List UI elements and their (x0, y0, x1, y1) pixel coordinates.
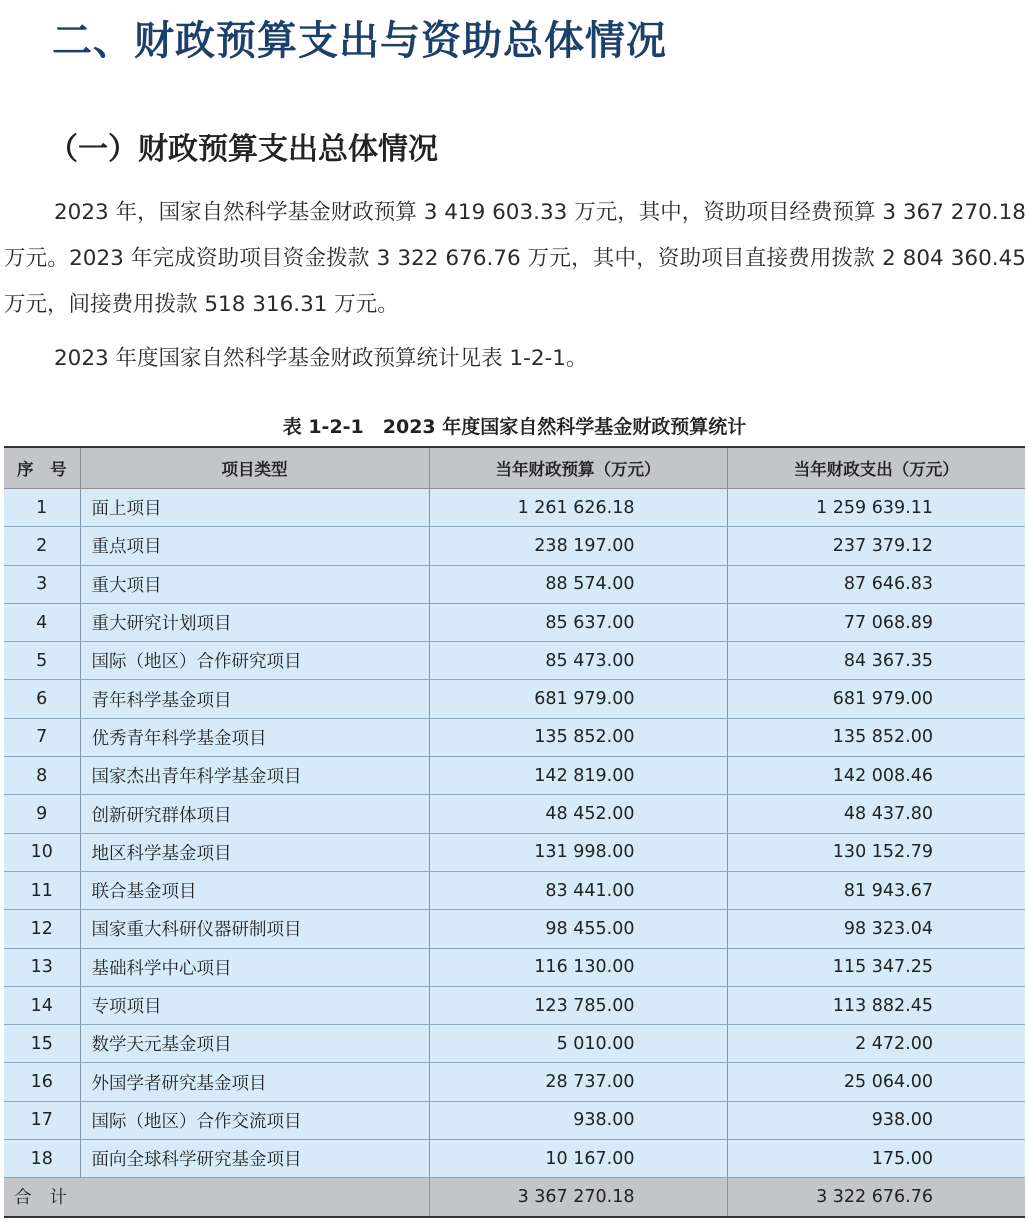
row-budget: 1 261 626.18 (429, 489, 727, 527)
row-budget: 938.00 (429, 1101, 727, 1139)
row-project-type: 重点项目 (80, 527, 429, 565)
row-budget: 85 637.00 (429, 603, 727, 641)
total-budget: 3 367 270.18 (429, 1178, 727, 1217)
row-expenditure: 115 347.25 (727, 948, 1025, 986)
table-row (4, 680, 1025, 718)
row-project-type: 基础科学中心项目 (80, 948, 429, 986)
table-row (4, 1025, 1025, 1063)
row-project-type: 青年科学基金项目 (80, 680, 429, 718)
row-budget: 238 197.00 (429, 527, 727, 565)
table-row (4, 986, 1025, 1024)
row-budget: 135 852.00 (429, 718, 727, 756)
row-budget: 48 452.00 (429, 795, 727, 833)
row-expenditure: 87 646.83 (727, 565, 1025, 603)
row-project-type: 国际（地区）合作交流项目 (80, 1101, 429, 1139)
row-index: 13 (4, 948, 80, 986)
row-project-type: 创新研究群体项目 (80, 795, 429, 833)
row-budget: 98 455.00 (429, 910, 727, 948)
row-budget: 123 785.00 (429, 986, 727, 1024)
row-budget: 28 737.00 (429, 1063, 727, 1101)
row-expenditure: 938.00 (727, 1101, 1025, 1139)
table-total-row (4, 1178, 1025, 1217)
header-expenditure: 当年财政支出（万元） (727, 447, 1025, 489)
row-index: 18 (4, 1140, 80, 1178)
row-budget: 10 167.00 (429, 1140, 727, 1178)
row-index: 14 (4, 986, 80, 1024)
table-body (4, 489, 1025, 1178)
row-expenditure: 77 068.89 (727, 603, 1025, 641)
row-project-type: 外国学者研究基金项目 (80, 1063, 429, 1101)
row-project-type: 面向全球科学研究基金项目 (80, 1140, 429, 1178)
row-budget: 85 473.00 (429, 642, 727, 680)
table-row (4, 565, 1025, 603)
row-budget: 142 819.00 (429, 757, 727, 795)
row-expenditure: 48 437.80 (727, 795, 1025, 833)
row-budget: 681 979.00 (429, 680, 727, 718)
table-row (4, 1101, 1025, 1139)
row-budget: 131 998.00 (429, 833, 727, 871)
table-row (4, 527, 1025, 565)
table-row (4, 603, 1025, 641)
row-index: 11 (4, 871, 80, 909)
row-project-type: 面上项目 (80, 489, 429, 527)
row-project-type: 国家重大科研仪器研制项目 (80, 910, 429, 948)
total-label: 合计 (4, 1178, 429, 1217)
row-index: 15 (4, 1025, 80, 1063)
table-row (4, 910, 1025, 948)
row-index: 8 (4, 757, 80, 795)
row-project-type: 联合基金项目 (80, 871, 429, 909)
row-expenditure: 98 323.04 (727, 910, 1025, 948)
row-index: 4 (4, 603, 80, 641)
header-index: 序 号 (4, 447, 80, 489)
table-row (4, 489, 1025, 527)
row-index: 5 (4, 642, 80, 680)
row-budget: 116 130.00 (429, 948, 727, 986)
row-index: 3 (4, 565, 80, 603)
row-expenditure: 130 152.79 (727, 833, 1025, 871)
row-expenditure: 175.00 (727, 1140, 1025, 1178)
table-caption: 表 1-2-1 2023 年度国家自然科学基金财政预算统计 (282, 416, 747, 438)
total-expenditure: 3 322 676.76 (727, 1178, 1025, 1217)
summary-paragraph: 2023 年，国家自然科学基金财政预算 3 419 603.33 万元，其中，资助项目经费预算 3 367 270.18 万元。2023 年完成资助项目资金拨款 3 322 676.76 万元，其中，资助项目直接费用拨款 2 804 360.45 万元，间接费用拨款 518 316.31 万元。 (4, 200, 1026, 317)
row-project-type: 地区科学基金项目 (80, 833, 429, 871)
row-index: 7 (4, 718, 80, 756)
row-expenditure: 681 979.00 (727, 680, 1025, 718)
subsection-heading: （一）财政预算支出总体情况 (48, 132, 438, 167)
row-index: 17 (4, 1101, 80, 1139)
row-project-type: 专项项目 (80, 986, 429, 1024)
budget-table (4, 446, 1025, 1218)
row-expenditure: 1 259 639.11 (727, 489, 1025, 527)
table-row (4, 757, 1025, 795)
row-expenditure: 113 882.45 (727, 986, 1025, 1024)
table-row (4, 718, 1025, 756)
row-project-type: 重大研究计划项目 (80, 603, 429, 641)
row-project-type: 国家杰出青年科学基金项目 (80, 757, 429, 795)
table-row (4, 1063, 1025, 1101)
row-index: 2 (4, 527, 80, 565)
row-index: 9 (4, 795, 80, 833)
row-project-type: 重大项目 (80, 565, 429, 603)
table-row (4, 871, 1025, 909)
table-row (4, 795, 1025, 833)
row-expenditure: 135 852.00 (727, 718, 1025, 756)
row-index: 16 (4, 1063, 80, 1101)
table-row (4, 833, 1025, 871)
header-budget: 当年财政预算（万元） (429, 447, 727, 489)
row-budget: 5 010.00 (429, 1025, 727, 1063)
row-project-type: 国际（地区）合作研究项目 (80, 642, 429, 680)
row-index: 1 (4, 489, 80, 527)
table-reference-paragraph: 2023 年度国家自然科学基金财政预算统计见表 1-2-1。 (54, 346, 588, 371)
row-expenditure: 25 064.00 (727, 1063, 1025, 1101)
section-heading: 二、财政预算支出与资助总体情况 (52, 18, 667, 64)
header-project-type: 项目类型 (80, 447, 429, 489)
row-project-type: 数学天元基金项目 (80, 1025, 429, 1063)
row-index: 12 (4, 910, 80, 948)
row-index: 6 (4, 680, 80, 718)
table-header-row (4, 447, 1025, 489)
row-expenditure: 237 379.12 (727, 527, 1025, 565)
row-expenditure: 142 008.46 (727, 757, 1025, 795)
row-budget: 83 441.00 (429, 871, 727, 909)
table-row (4, 642, 1025, 680)
row-project-type: 优秀青年科学基金项目 (80, 718, 429, 756)
row-expenditure: 84 367.35 (727, 642, 1025, 680)
row-index: 10 (4, 833, 80, 871)
table-row (4, 948, 1025, 986)
row-expenditure: 81 943.67 (727, 871, 1025, 909)
table-row (4, 1140, 1025, 1178)
row-expenditure: 2 472.00 (727, 1025, 1025, 1063)
row-budget: 88 574.00 (429, 565, 727, 603)
